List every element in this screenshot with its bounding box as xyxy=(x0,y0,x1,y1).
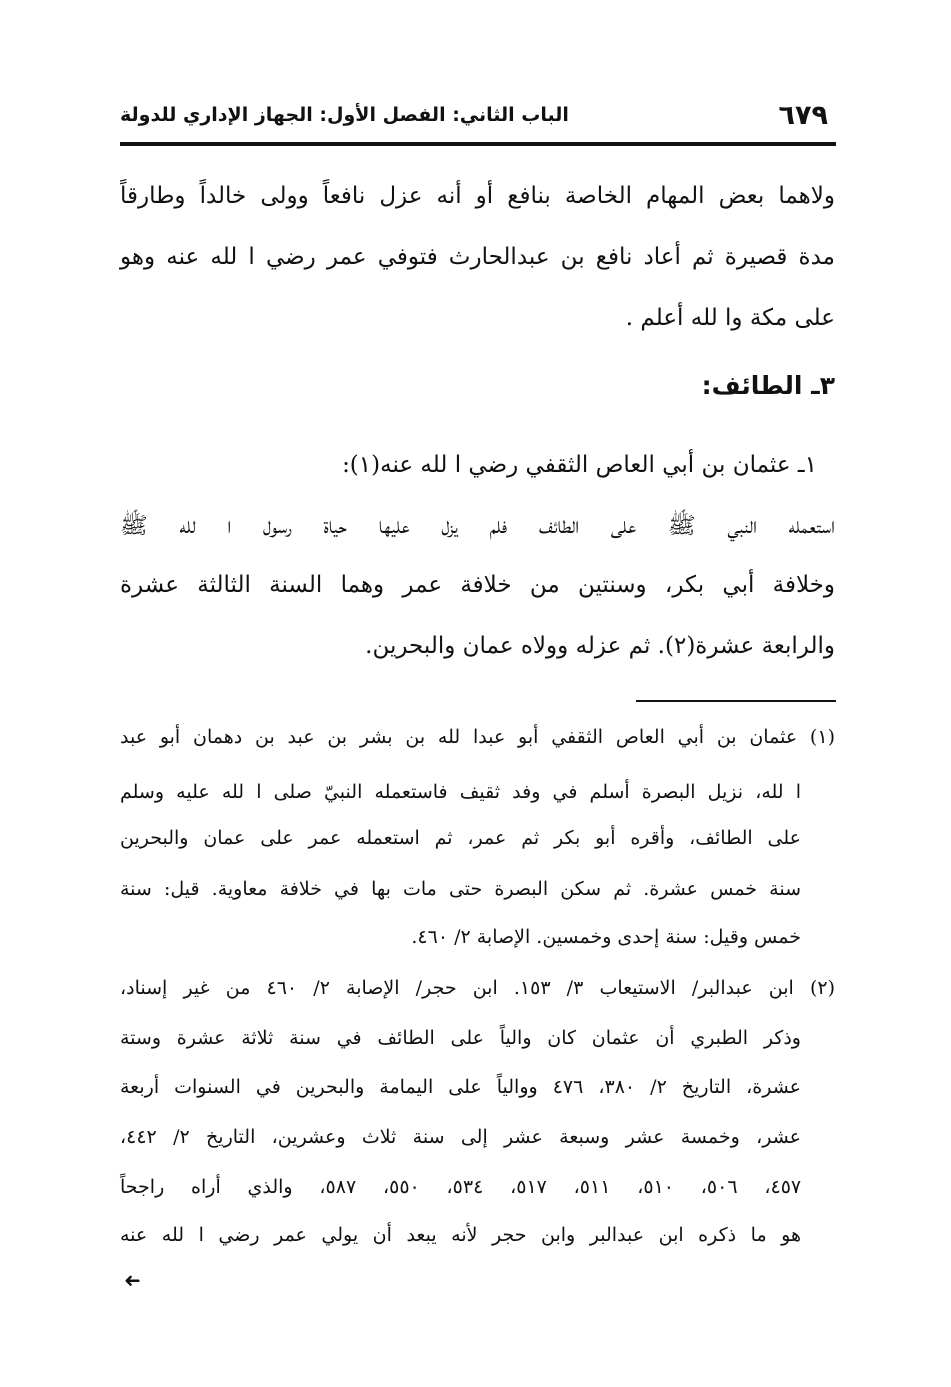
header-rule xyxy=(120,142,836,146)
body-line-1: ولاهما بعض المهام الخاصة بنافع أو أنه عزل نافعاً وولى خالداً وطارقاً xyxy=(120,183,835,209)
footnote-1-line-4: سنة خمس عشرة. ثم سكن البصرة حتى مات بها في خلافة معاوية. قيل: سنة xyxy=(120,878,801,900)
footnote-2-line-5: ٤٥٧، ٥٠٦، ٥١٠، ٥١١، ٥١٧، ٥٣٤، ٥٥٠، ٥٨٧، والذي أراه راجحاً xyxy=(120,1176,802,1198)
footnote-1-line-1: (١) عثمان بن أبي العاص الثقفي أبو عبدا لله بن بشر بن عبد بن دهمان أبو عبد xyxy=(120,726,835,748)
continuation-arrow-icon: ➜ xyxy=(124,1268,141,1292)
footnote-1-line-3: على الطائف، وأقره أبو بكر ثم عمر، ثم استعمله عمر على عمان والبحرين xyxy=(120,827,801,849)
footnote-2-line-2: وذكر الطبري أن عثمان كان والياً على الطائف في سنة ثلاثة عشرة وستة xyxy=(120,1027,801,1049)
footnote-2-line-4: عشر، وخمسة عشر وسبعة عشر إلى سنة ثلاث وعشرين، التاريخ ٢/ ٤٤٢، xyxy=(120,1126,801,1148)
footnote-2-line-1: (٢) ابن عبدالبر/ الاستيعاب ٣/ ١٥٣. ابن حجر/ الإصابة ٢/ ٤٦٠ من غير إسناد، xyxy=(120,977,835,999)
running-title: الباب الثاني: الفصل الأول: الجهاز الإداري للدولة xyxy=(120,104,569,126)
body-line-3: على مكة وا لله أعلم . xyxy=(625,305,835,331)
page-header xyxy=(120,96,836,142)
subheading: ١ـ عثمان بن أبي العاص الثقفي رضي ا لله عنه(١): xyxy=(342,452,817,478)
section-heading: ٣ـ الطائف: xyxy=(701,371,835,400)
body-line-2: مدة قصيرة ثم أعاد نافع بن عبدالحارث فتوفي عمر رضي ا لله عنه وهو xyxy=(120,244,835,270)
paragraph-line-2: وخلافة أبي بكر، وسنتين من خلافة عمر وهما السنة الثالثة عشرة xyxy=(120,572,835,598)
page-number: ٦٧٩ xyxy=(778,100,828,131)
footnote-1-line-5: خمس وقيل: سنة إحدى وخمسين. الإصابة ٢/ ٤٦٠. xyxy=(411,926,801,948)
paragraph-line-3: والرابعة عشرة(٢). ثم عزله وولاه عمان والبحرين. xyxy=(365,633,835,659)
paragraph-line-1: استعمله النبي ﷺ على الطائف فلم يزل عليها حياة رسول ا لله ﷺ xyxy=(120,513,835,539)
footnote-2-line-6: هو ما ذكره ابن عبدالبر وابن حجر لأنه يبعد أن يولي عمر رضي ا لله عنه xyxy=(120,1224,801,1246)
footnote-1-line-2: ا لله، نزيل البصرة أسلم في وفد ثقيف فاستعمله النبيّ صلى ا لله عليه وسلم xyxy=(120,781,801,803)
footnote-separator xyxy=(636,700,836,702)
footnote-2-line-3: عشرة، التاريخ ٢/ ٣٨٠، ٤٧٦ ووالياً على اليمامة والبحرين في السنوات أربعة xyxy=(120,1076,801,1098)
